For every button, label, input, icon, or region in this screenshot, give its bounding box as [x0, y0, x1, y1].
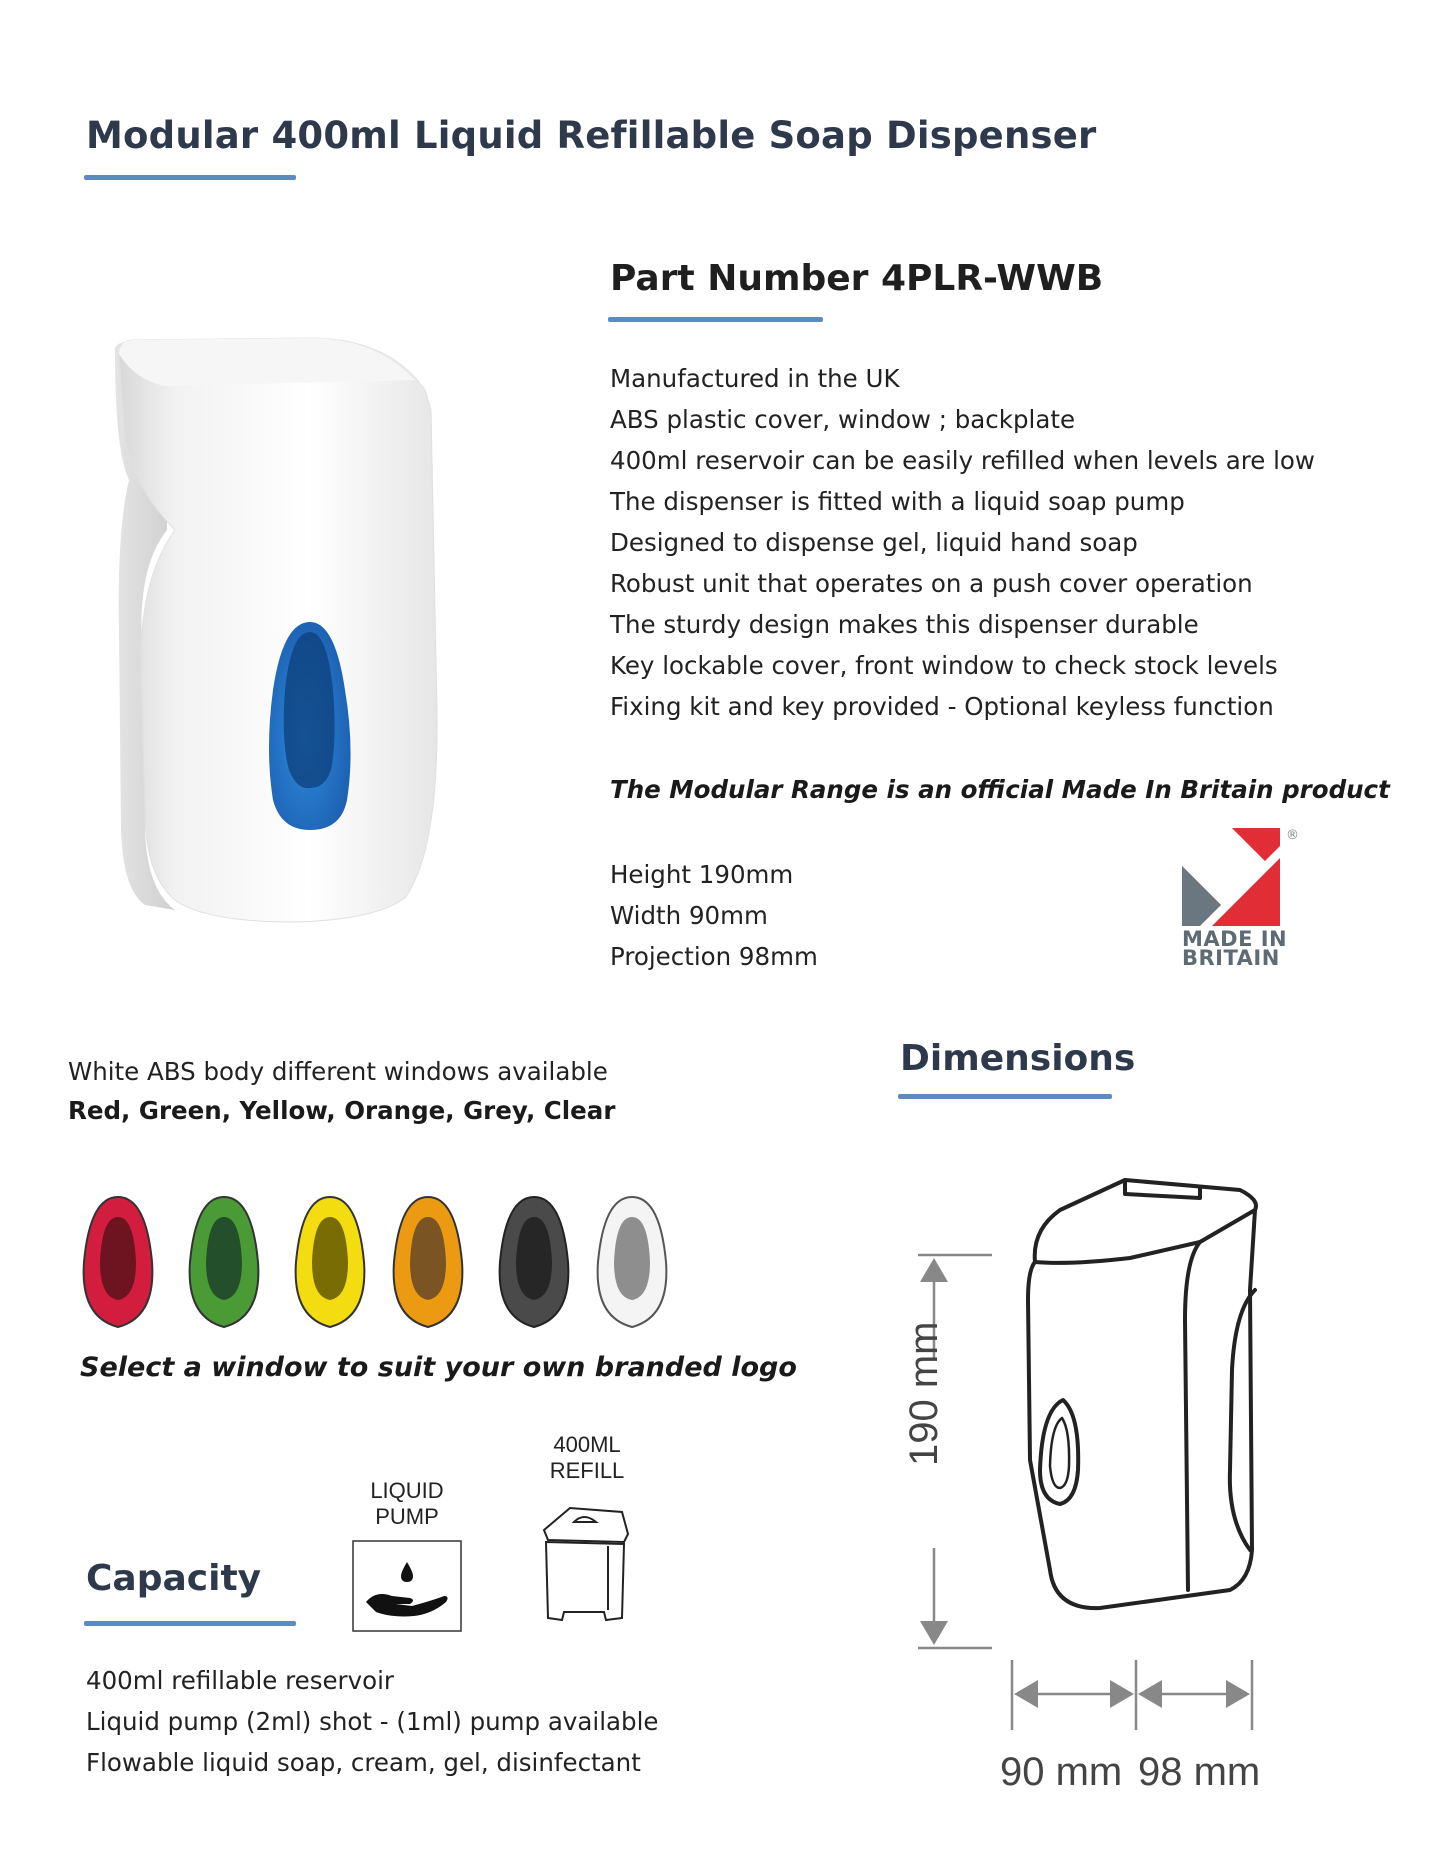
windows-intro: White ABS body different windows available	[68, 1057, 608, 1086]
swatch-clear	[592, 1192, 672, 1332]
badge-line-2: BRITAIN	[1182, 946, 1280, 970]
capacity-item: Liquid pump (2ml) shot - (1ml) pump available	[86, 1707, 659, 1736]
dimensions-diagram	[900, 1170, 1280, 1750]
capacity-item: 400ml refillable reservoir	[86, 1666, 394, 1695]
size-width: Width 90mm	[610, 901, 768, 930]
feature-list	[610, 358, 1315, 727]
union-flag-icon	[1182, 828, 1302, 928]
part-number-underline	[608, 317, 823, 322]
window-swatches	[78, 1192, 678, 1342]
capacity-heading: Capacity	[86, 1558, 262, 1599]
swatch-orange	[388, 1192, 468, 1332]
page-title: Modular 400ml Liquid Refillable Soap Dispenser	[86, 114, 1097, 157]
projection-dimension-label: 98 mm	[1138, 1750, 1261, 1794]
soap-dispenser-image	[105, 330, 455, 930]
feature-item: 400ml reservoir can be easily refilled when levels are low	[610, 446, 1315, 475]
badge-text	[1182, 927, 1288, 970]
feature-item: Robust unit that operates on a push cover operation	[610, 569, 1253, 598]
feature-item: Manufactured in the UK	[610, 364, 900, 393]
capacity-item: Flowable liquid soap, cream, gel, disinfectant	[86, 1748, 641, 1777]
registered-mark: ®	[1286, 828, 1299, 843]
swatch-grey	[494, 1192, 574, 1332]
swatch-green	[184, 1192, 264, 1332]
windows-colors: Red, Green, Yellow, Orange, Grey, Clear	[68, 1096, 616, 1125]
liquid-pump-label	[352, 1478, 462, 1530]
feature-item: Key lockable cover, front window to check stock levels	[610, 651, 1278, 680]
swatch-red	[78, 1192, 158, 1332]
dimensions-heading: Dimensions	[900, 1038, 1136, 1079]
swatch-yellow	[290, 1192, 370, 1332]
capacity-underline	[84, 1621, 296, 1626]
capacity-list	[86, 1660, 658, 1783]
feature-item: ABS plastic cover, window ; backplate	[610, 405, 1076, 434]
part-number: Part Number 4PLR-WWB	[610, 258, 1104, 299]
size-projection: Projection 98mm	[610, 942, 818, 971]
feature-item: The dispenser is fitted with a liquid soap pump	[610, 487, 1185, 516]
made-in-britain-logo	[1182, 828, 1302, 973]
refill-bottle-icon	[534, 1500, 634, 1630]
feature-item: Fixing kit and key provided - Optional keyless function	[610, 692, 1274, 721]
feature-item: Designed to dispense gel, liquid hand soap	[610, 528, 1138, 557]
liquid-pump-icon	[352, 1540, 462, 1632]
height-dimension-label: 190 mm	[902, 1321, 946, 1466]
made-in-britain-statement: The Modular Range is an official Made In Britain product	[610, 775, 1390, 804]
pump-label-line-1: LIQUID	[370, 1478, 444, 1503]
refill-label	[532, 1432, 642, 1484]
dimensions-underline	[898, 1094, 1112, 1099]
refill-label-line-2: REFILL	[549, 1458, 625, 1483]
pump-label-line-2: PUMP	[375, 1504, 439, 1529]
feature-item: The sturdy design makes this dispenser durable	[610, 610, 1199, 639]
size-height: Height 190mm	[610, 860, 794, 889]
size-list	[610, 854, 818, 977]
refill-label-line-1: 400ML	[553, 1432, 621, 1457]
badge-line-1: MADE IN	[1182, 927, 1288, 951]
width-dimension-label: 90 mm	[1000, 1750, 1123, 1794]
window-tagline: Select a window to suit your own branded logo	[80, 1352, 797, 1383]
title-underline	[84, 175, 296, 180]
